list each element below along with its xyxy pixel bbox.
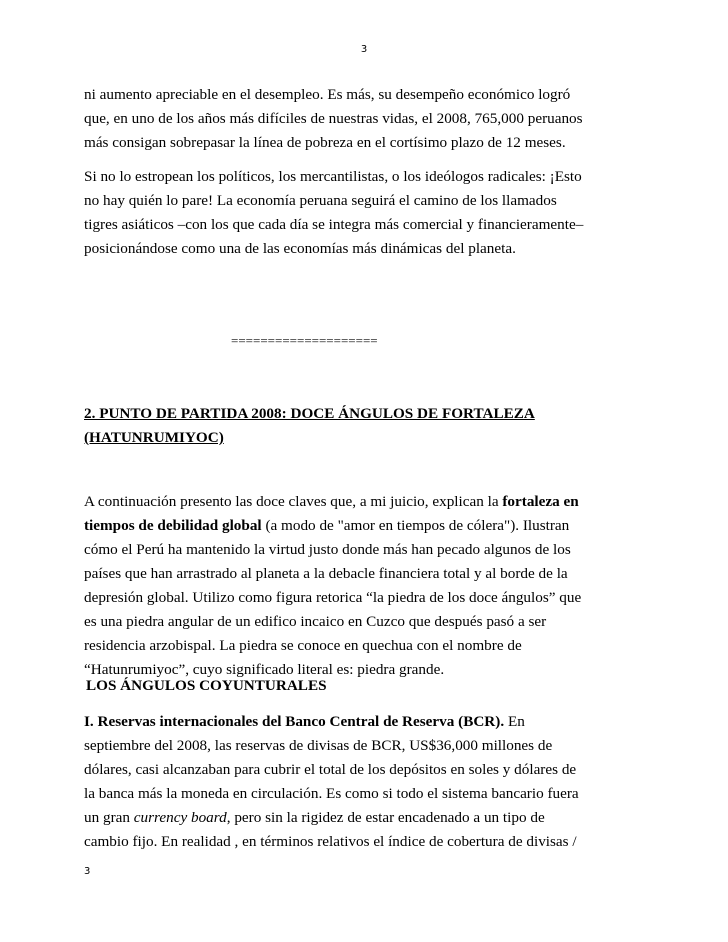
- subheading: LOS ÁNGULOS COYUNTURALES: [86, 677, 327, 694]
- paragraph-2-line-2: no hay quién lo pare! La economía peruana seguirá el camino de los llamados: [84, 192, 557, 209]
- paragraph-3-line-2-bold: tiempos de debilidad global: [84, 517, 262, 534]
- paragraph-2-line-1: Si no lo estropean los políticos, los mercantilistas, o los ideólogos radicales: ¡Esto: [84, 168, 582, 185]
- section-separator: ====================: [231, 333, 378, 348]
- paragraph-3-line-1-text: A continuación presento las doce claves que, a mi juicio, explican la: [84, 493, 503, 510]
- paragraph-3: [84, 490, 650, 682]
- paragraph-1: [84, 83, 650, 155]
- paragraph-4-line-1-bold: I. Reservas internacionales del Banco Central de Reserva (BCR).: [84, 713, 505, 730]
- paragraph-3-line-1: [84, 490, 650, 514]
- paragraph-1-line-2: que, en uno de los años más difíciles de nuestras vidas, el 2008, 765,000 peruanos: [84, 110, 583, 127]
- header-page-number: 3: [360, 44, 368, 55]
- paragraph-4-line-1: [84, 710, 650, 734]
- paragraph-4-line-5: [84, 806, 650, 830]
- paragraph-3-line-3: cómo el Perú ha mantenido la virtud justo donde más han pecado algunos de los: [84, 541, 571, 558]
- paragraph-4-line-1-text: En: [504, 713, 525, 730]
- paragraph-2-line-3: tigres asiáticos –con los que cada día se integra más comercial y financieramente–: [84, 216, 584, 233]
- paragraph-3-line-4: países que han arrastrado al planeta a la debacle financiera total y al borde de la: [84, 565, 568, 582]
- paragraph-4-line-2: septiembre del 2008, las reservas de divisas de BCR, US$36,000 millones de: [84, 737, 553, 754]
- paragraph-1-line-1: ni aumento apreciable en el desempleo. Es más, su desempeño económico logró: [84, 86, 571, 103]
- paragraph-2-line-4: posicionándose como una de las economías más dinámicas del planeta.: [84, 240, 516, 257]
- footer-page-number: 3: [84, 866, 91, 877]
- paragraph-3-line-2: [84, 514, 650, 538]
- paragraph-3-line-8: “Hatunrumiyoc”, cuyo significado literal es: piedra grande.: [84, 661, 445, 678]
- paragraph-4-line-4: la banca más la moneda en circulación. Es como si todo el sistema bancario fuera: [84, 785, 579, 802]
- paragraph-4-line-5-a: un gran: [84, 809, 134, 826]
- paragraph-3-line-2-text: (a modo de "amor en tiempos de cólera"). Ilustran: [261, 517, 570, 534]
- paragraph-3-line-7: residencia arzobispal. La piedra se conoce en quechua con el nombre de: [84, 637, 522, 654]
- paragraph-3-line-5: depresión global. Utilizo como figura retorica “la piedra de los doce ángulos” que: [84, 589, 582, 606]
- paragraph-4-line-6: cambio fijo. En realidad , en términos relativos el índice de cobertura de divisas /: [84, 833, 577, 850]
- paragraph-2: [84, 165, 650, 261]
- section-heading-line-1: 2. PUNTO DE PARTIDA 2008: DOCE ÁNGULOS DE FORTALEZA: [84, 405, 535, 422]
- section-heading-line-2: (HATUNRUMIYOC): [84, 429, 224, 446]
- paragraph-1-line-3: más consigan sobrepasar la línea de pobreza en el cortísimo plazo de 12 meses.: [84, 134, 566, 151]
- section-heading: [84, 402, 650, 450]
- paragraph-4-line-5-b: , pero sin la rigidez de estar encadenado a un tipo de: [226, 809, 545, 826]
- paragraph-4-line-3: dólares, casi alcanzaban para cubrir el total de los depósitos en soles y dólares de: [84, 761, 577, 778]
- paragraph-4-line-5-italic: currency board: [133, 809, 227, 826]
- paragraph-3-line-6: es una piedra angular de un edifico incaico en Cuzco que después pasó a ser: [84, 613, 547, 630]
- paragraph-4: [84, 710, 650, 854]
- paragraph-3-line-1-bold: fortaleza en: [502, 493, 579, 510]
